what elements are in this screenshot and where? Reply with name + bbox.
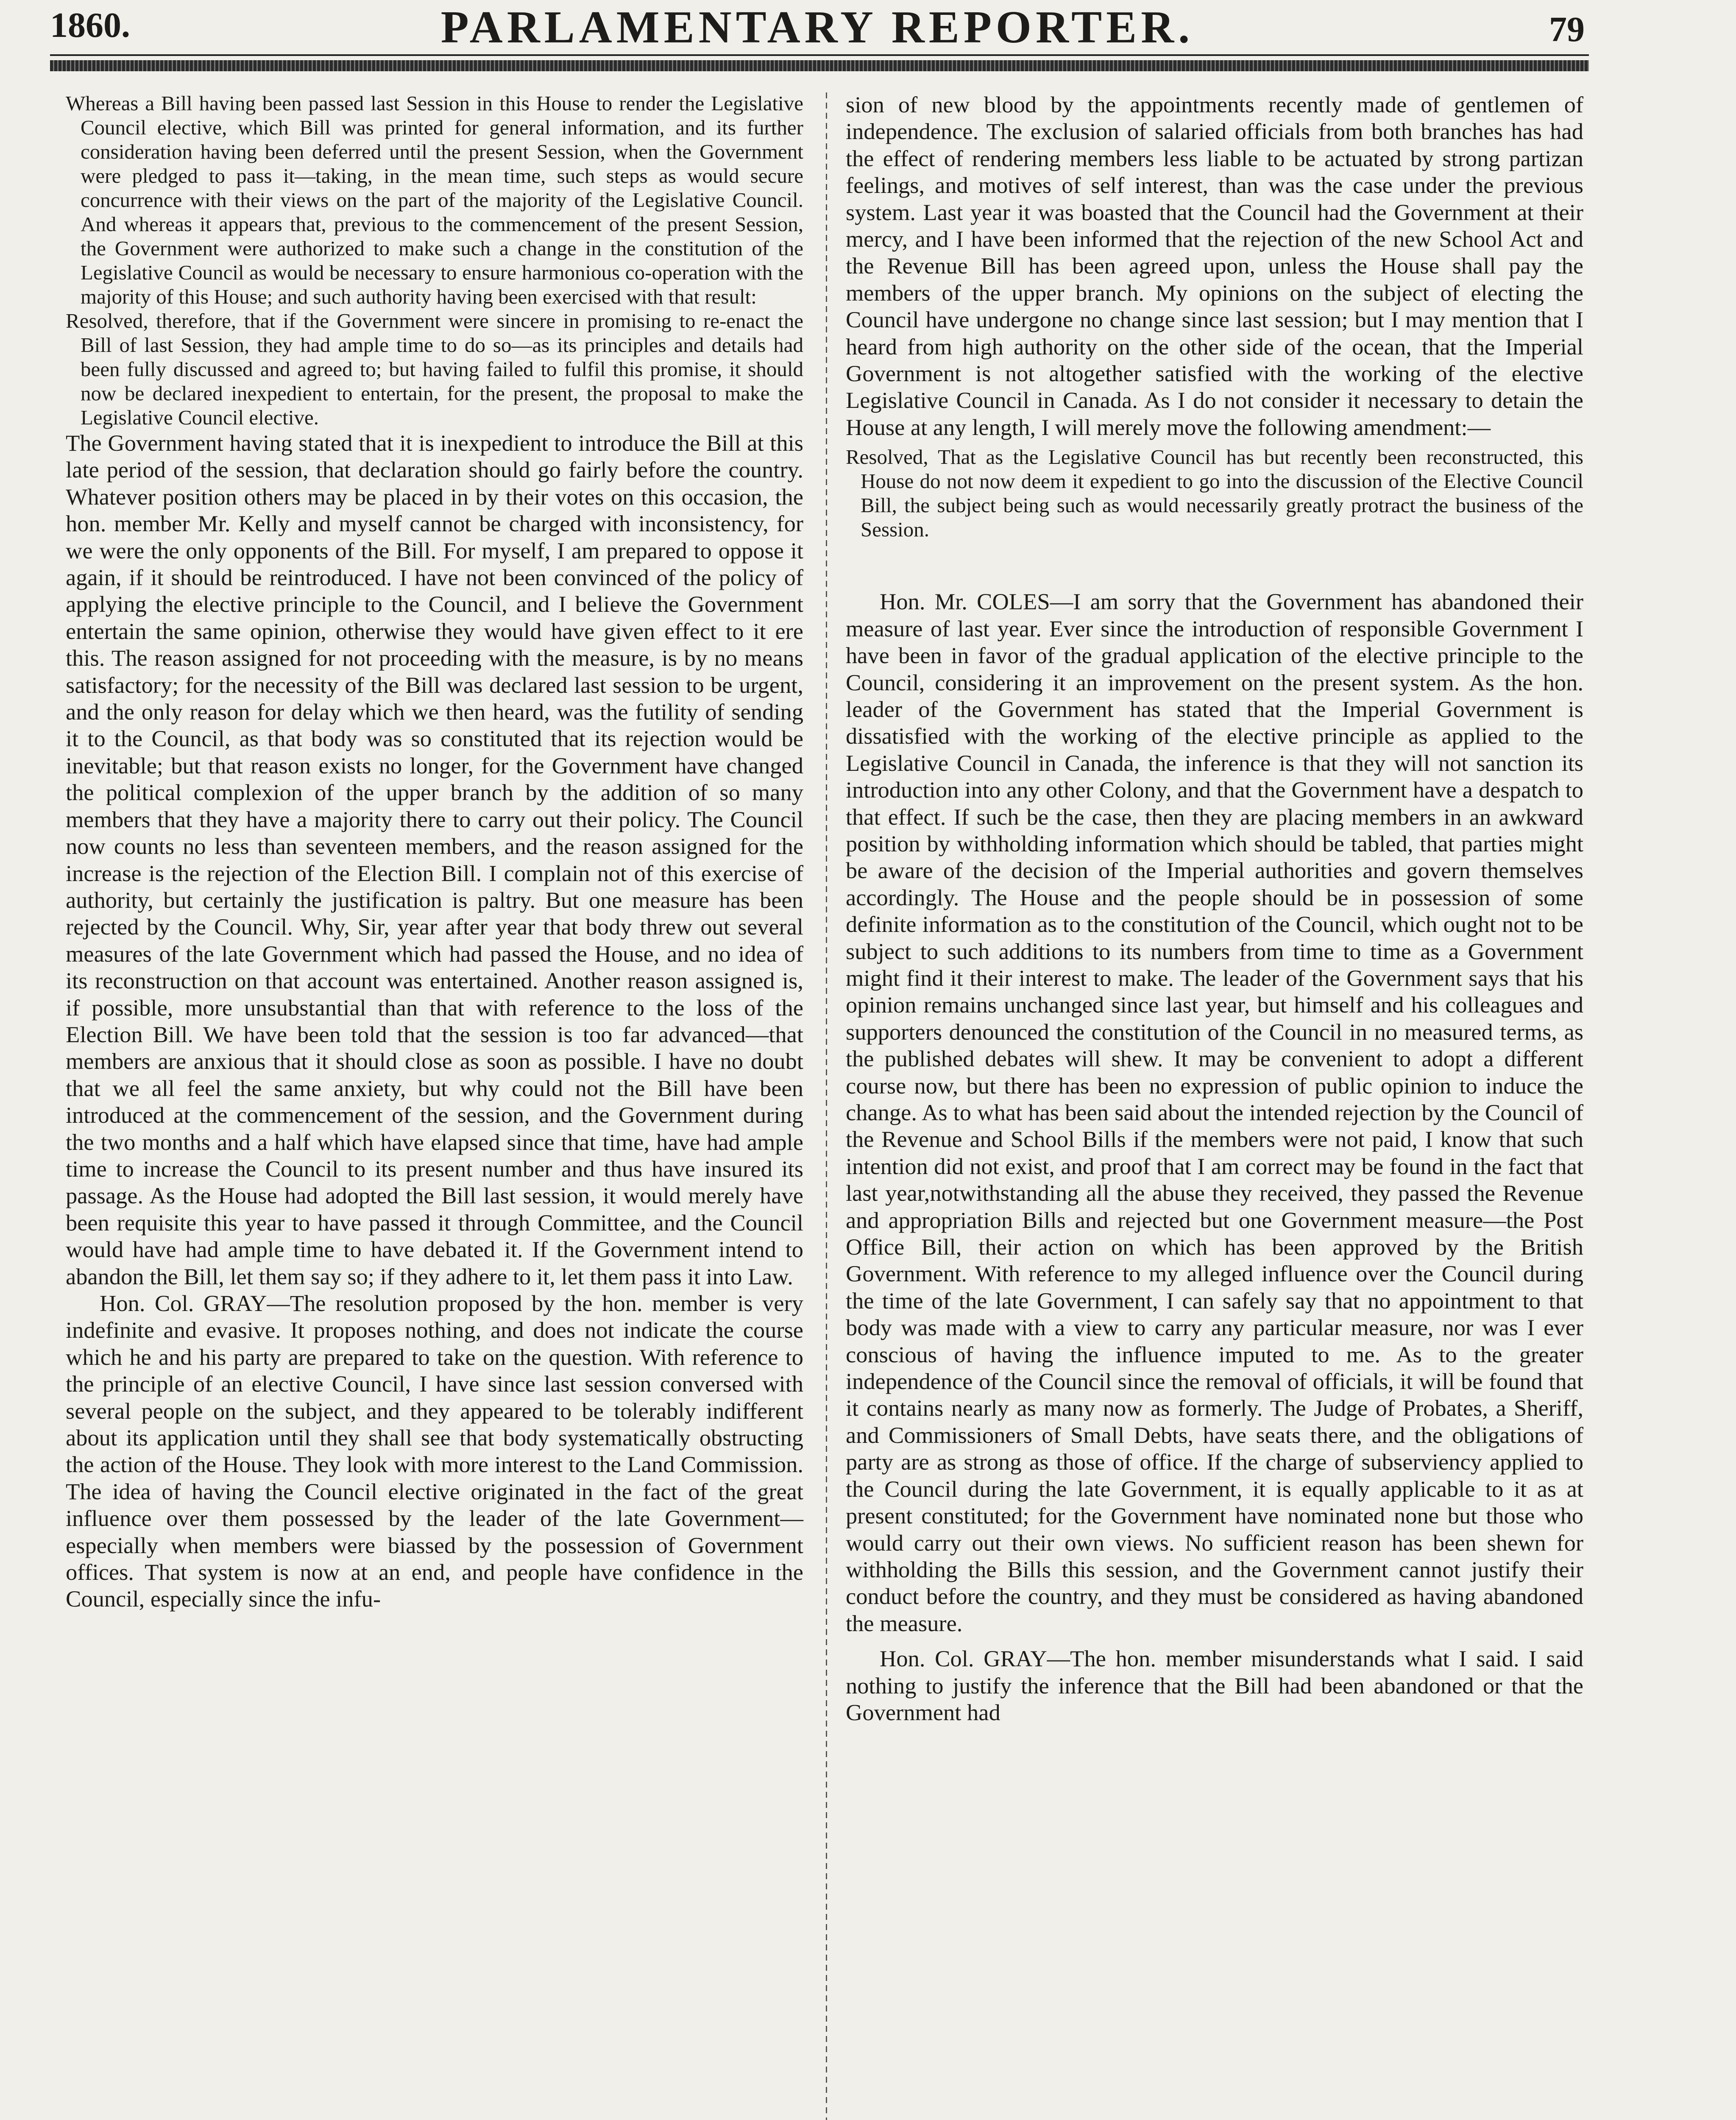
header-year: 1860.: [50, 6, 130, 45]
resolution-paragraph: Resolved, therefore, that if the Government were sincere in promising to re-enact the Bill of last Session, they had ample time to do so—as its principles and details had been fully discussed and agreed to; but having failed to fulfil this promise, it should now be declared inexpedient to entertain, for the present, the proposal to make the Legislative Council elective.: [66, 309, 803, 429]
speech-paragraph: The Government having stated that it is inexpedient to introduce the Bill at this late period of the session, that declaration should go fairly before the country. Whatever position others may be placed in by their votes on this occasion, the hon. member Mr. Kelly and myself cannot be charged with inconsistency, for we were the only opponents of the Bill. For myself, I am prepared to oppose it again, if it should be reintroduced. I have not been convinced of the policy of applying the elective principle to the Council, and I believe the Government entertain the same opinion, otherwise they would have given effect to it ere this. The reason assigned for not proceeding with the measure, is by no means satisfactory; for the necessity of the Bill was declared last session to be urgent, and the only reason for delay which we then heard, was the futility of sending it to the Council, as that body was so constituted that its rejection would be inevitable; but that reason exists no longer, for the Government have changed the political complexion of the upper branch by the addition of so many members that they have a majority there to carry out their policy. The Council now counts no less than seventeen members, and the reason assigned for the increase is the rejection of the Election Bill. I complain not of this exercise of authority, but certainly the justification is paltry. But one measure has been rejected by the Council. Why, Sir, year after year that body threw out several measures of the late Government which had passed the House, and no idea of its reconstruction on that account was entertained. Another reason assigned is, if possible, more unsubstantial than that with reference to the loss of the Election Bill. We have been told that the session is too far advanced—that members are anxious that it should close as soon as possible. I have no doubt that we all feel the same anxiety, but why could not the Bill have been introduced at the commencement of the session, and the Government during the two months and a half which have elapsed since that time, have had ample time to increase the Council to its present number and thus have insured its passage. As the House had adopted the Bill last session, it would merely have been requisite this year to have passed it through Committee, and the Council would have had ample time to have debated it. If the Government intend to abandon the Bill, let them say so; if they adhere to it, let them pass it into Law.: [66, 430, 803, 1289]
speech-paragraph: Hon. Col. GRAY—The hon. member misunderstands what I said. I said nothing to justify the inference that the Bill had been abandoned or that the Government had: [846, 1646, 1583, 1725]
speech-paragraph: Hon. Mr. COLES—I am sorry that the Government has abandoned their measure of last year. Ever since the introduction of responsible Government I have been in favor of the gradual application of the elective principle to the Council, considering it an improvement on the present system. As the hon. leader of the Government has stated that the Imperial Government is dissatisfied with the working of the elective principle as applied to the Legislative Council in Canada, the inference is that they will not sanction its introduction into any other Colony, and that the Government have a despatch to that effect. If such be the case, then they are placing members in an awkward position by withholding information which should be tabled, that parties might be aware of the decision of the Imperial authorities and govern themselves accordingly. The House and the people should be in possession of some definite information as to the constitution of the Council, which ought not to be subject to such additions to its numbers from time to time as a Government might find it their interest to make. The leader of the Government says that his opinion remains unchanged since last year, but himself and his colleagues and supporters denounced the constitution of the Council in no measured terms, as the published debates will shew. It may be convenient to adopt a different course now, but there has been no expression of public opinion to induce the change. As to what has been said about the intended rejection by the Council of the Revenue and School Bills if the members were not paid, I know that such intention did not exist, and proof that I am correct may be found in the fact that last year,notwithstanding all the abuse they received, they passed the Revenue and appropriation Bills and rejected but one Government measure—the Post Office Bill, their action on which has been approved by the British Government. With reference to my alleged influence over the Council during the time of the late Government, I can safely say that no appointment to that body was made with a view to carry any particular measure, nor was I ever conscious of having the influence imputed to me. As to the greater independence of the Council since the removal of officials, it will be found that it contains nearly as many now as formerly. The Judge of Probates, a Sheriff, and Commissioners of Small Debts, have seats there, and the obligations of party are as strong as those of office. If the charge of subserviency applied to the Council during the late Government, it is equally applicable to it as at present constituted; for the Government have nominated none but those who would carry out their own views. No sufficient reason has been shewn for withholding the Bills this session, and the Government cannot justify their conduct before the country, and they must be considered as having abandoned the measure.: [846, 589, 1583, 1636]
header-page-number: 79: [1549, 10, 1585, 49]
header-title: PARLAMENTARY REPORTER.: [440, 2, 1194, 53]
header-ornamental-rule: [50, 60, 1589, 71]
right-column: [846, 91, 1583, 1726]
header-rule: [50, 54, 1589, 56]
speech-paragraph: sion of new blood by the appointments recently made of gentlemen of independence. The exclusion of salaried officials from both branches has had the effect of rendering members less liable to be actuated by strong partizan feelings, and motives of self interest, than was the case under the previous system. Last year it was boasted that the Council had the Government at their mercy, and I have been informed that the rejection of the new School Act and the Revenue Bill has been agreed upon, unless the House shall pay the members of the upper branch. My opinions on the subject of electing the Council have undergone no change since last session; but I may mention that I heard from high authority on the other side of the ocean, that the Imperial Government is not altogether satisfied with the working of the elective Legislative Council in Canada. As I do not consider it necessary to detain the House at any length, I will merely move the following amendment:—: [846, 92, 1583, 440]
left-column: [66, 91, 803, 1612]
page-header: [50, 4, 1585, 51]
preamble-paragraph: Whereas a Bill having been passed last Session in this House to render the Legislative Council elective, which Bill was printed for general information, and its further consideration having been deferred until the present Session, when the Government were pledged to pass it—taking, in the mean time, such steps as would secure concurrence with their views on the part of the majority of the Legislative Council. And whereas it appears that, previous to the commencement of the present Session, the Government were authorized to make such a change in the constitution of the Legislative Council as would be necessary to ensure harmonious co-operation with the majority of this House; and such authority having been exercised with that result:: [66, 92, 803, 308]
column-divider: [826, 92, 827, 2120]
speech-paragraph: Hon. Col. GRAY—The resolution proposed by the hon. member is very indefinite and evasive. It proposes nothing, and does not indicate the course which he and his party are prepared to take on the question. With reference to the principle of an elective Council, I have since last session conversed with several people on the subject, and they appeared to be tolerably indifferent about its application until they shall see that body systematically obstructing the action of the House. They look with more interest to the Land Commission. The idea of having the Council elective originated in the fact of the great influence over them possessed by the leader of the late Government—especially when members were biassed by the possession of Government offices. That system is now at an end, and people have confidence in the Council, especially since the infu-: [66, 1290, 803, 1612]
amendment-paragraph: Resolved, That as the Legislative Council has but recently been reconstructed, this House do not now deem it expedient to go into the discussion of the Elective Council Bill, the subject being such as would necessarily greatly protract the business of the Session.: [846, 445, 1583, 541]
